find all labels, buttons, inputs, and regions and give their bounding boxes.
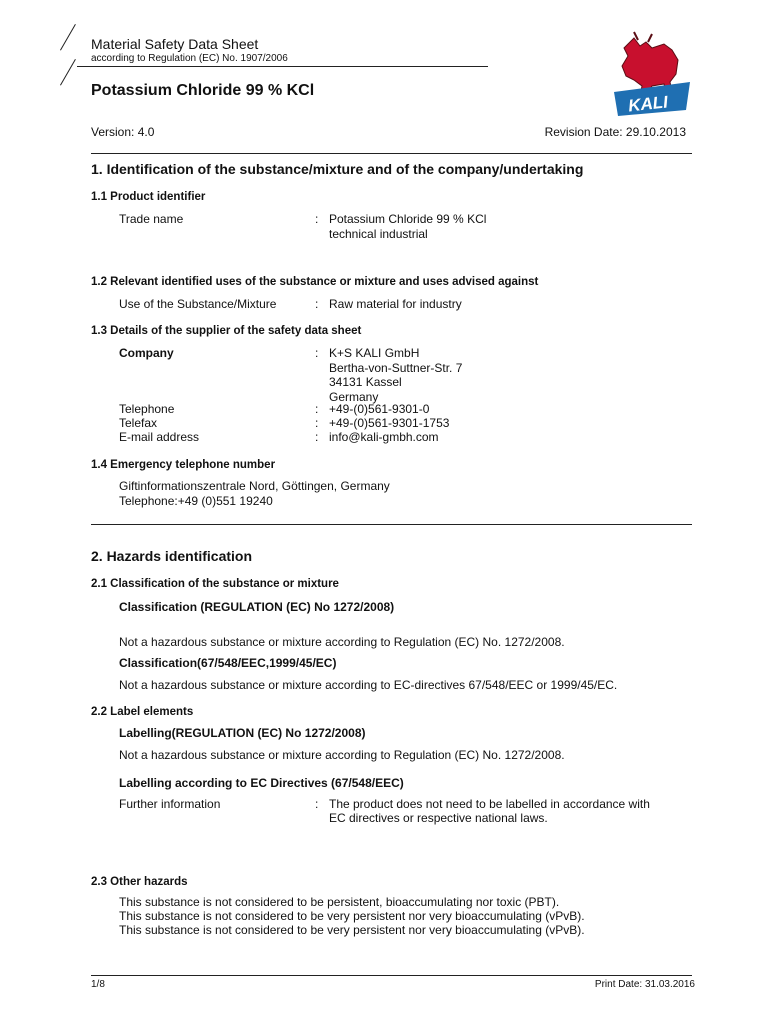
document-title: Material Safety Data Sheet [91,36,259,52]
colon: : [315,346,319,360]
further-information-label: Further information [119,797,221,811]
classification-directive-heading: Classification(67/548/EEC,1999/45/EC) [119,656,337,670]
colon: : [315,402,319,416]
subsection-1-1-heading: 1.1 Product identifier [91,191,206,203]
colon: : [315,430,319,444]
company-line: Bertha-von-Suttner-Str. 7 [329,360,463,375]
header-slash-decoration [60,24,76,50]
other-hazards-line: This substance is not considered to be very persistent nor very bioaccumulating (vPvB). [119,909,585,923]
further-information-value-line2: EC directives or respective national laws. [329,811,548,825]
section-2-heading: 2. Hazards identification [91,548,253,564]
colon: : [315,212,319,226]
company-label: Company [119,346,174,360]
section-1-heading: 1. Identification of the substance/mixture and of the company/undertaking [91,161,584,177]
emergency-line: Giftinformationszentrale Nord, Göttingen, Germany [119,479,390,493]
divider [91,524,692,525]
version: Version: 4.0 [91,125,155,139]
trade-name-value: Potassium Chloride 99 % KCl [329,212,487,226]
colon: : [315,797,319,811]
company-line: 34131 Kassel [329,375,402,389]
other-hazards-line: This substance is not considered to be persistent, bioaccumulating nor toxic (PBT). [119,895,560,909]
use-label: Use of the Substance/Mixture [119,297,277,311]
print-date: Print Date: 31.03.2016 [594,979,695,990]
labelling-clp-heading: Labelling(REGULATION (EC) No 1272/2008) [119,726,366,740]
colon: : [315,416,319,430]
other-hazards-line: This substance is not considered to be very persistent nor very bioaccumulating (vPvB). [119,923,585,937]
subsection-1-3-heading: 1.3 Details of the supplier of the safety data sheet [91,325,362,337]
subsection-2-3-heading: 2.3 Other hazards [91,876,188,888]
kali-logo-text: KALI [627,92,669,116]
trade-name-value-line2: technical industrial [329,227,428,241]
emergency-line: Telephone:+49 (0)551 19240 [119,494,273,508]
subsection-1-2-heading: 1.2 Relevant identified uses of the substance or mixture and uses advised against [91,276,539,288]
subsection-2-1-heading: 2.1 Classification of the substance or mixture [91,578,339,590]
header-divider [77,66,488,67]
footer-divider [91,975,692,976]
divider [91,153,692,154]
kali-logo [612,30,692,120]
revision-date: Revision Date: 29.10.2013 [544,125,686,139]
classification-clp-text: Not a hazardous substance or mixture according to Regulation (EC) No. 1272/2008. [119,635,565,649]
labelling-clp-text: Not a hazardous substance or mixture according to Regulation (EC) No. 1272/2008. [119,748,565,762]
email-label: E-mail address [119,430,200,444]
subsection-2-2-heading: 2.2 Label elements [91,706,194,718]
telephone-value: +49-(0)561-9301-0 [329,402,430,416]
further-information-value: The product does not need to be labelled in accordance with [329,797,650,811]
subsection-1-4-heading: 1.4 Emergency telephone number [91,459,276,471]
use-value: Raw material for industry [329,297,462,311]
colon: : [315,297,319,311]
company-line: Germany [329,389,379,404]
telefax-value: +49-(0)561-9301-1753 [329,416,450,430]
product-title: Potassium Chloride 99 % KCl [91,82,315,99]
header-slash-decoration [60,59,76,85]
trade-name-label: Trade name [119,212,184,226]
labelling-directive-heading: Labelling according to EC Directives (67/548/EEC) [119,776,404,790]
page-number: 1/8 [91,979,105,990]
telephone-label: Telephone [119,402,175,416]
email-value: info@kali-gmbh.com [329,430,439,444]
classification-clp-heading: Classification (REGULATION (EC) No 1272/2008) [119,600,395,614]
company-line: K+S KALI GmbH [329,346,420,360]
telefax-label: Telefax [119,416,158,430]
regulation-reference: according to Regulation (EC) No. 1907/2006 [91,53,288,64]
classification-directive-text: Not a hazardous substance or mixture according to EC-directives 67/548/EEC or 1999/45/EC. [119,678,618,692]
